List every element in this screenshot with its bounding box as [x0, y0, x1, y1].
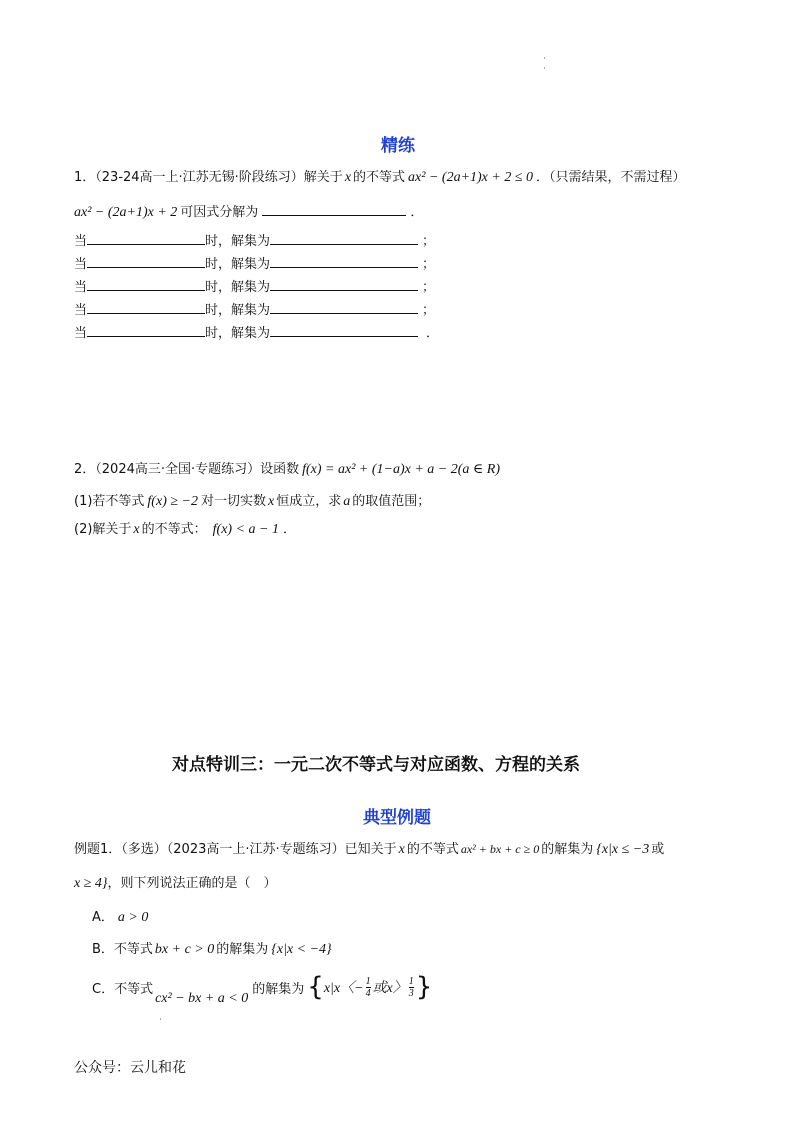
option-c-or: 或x〉 [372, 981, 407, 996]
footer-wechat: 公众号：云儿和花 [74, 1060, 186, 1076]
condition-blank[interactable] [87, 253, 205, 268]
solution-blank[interactable] [270, 322, 418, 337]
condition-blank[interactable] [87, 322, 205, 337]
q1-factor-period: ． [410, 205, 424, 220]
q1-factor-text: 可因式分解为 [180, 205, 259, 220]
q1-case-row [74, 299, 435, 318]
q2-intro: 2．（2024高三·全国·专题练习）设函数 [74, 462, 300, 477]
q1-factor-blank[interactable] [262, 201, 406, 216]
row-when-label: 当 [74, 326, 88, 341]
section-title-examples: 典型例题 [363, 808, 431, 828]
q2-p2-x: x [133, 522, 140, 537]
ex1-set-part2: x ≥ 4} [74, 876, 108, 891]
condition-blank[interactable] [87, 276, 205, 291]
row-when-label: 当 [74, 280, 88, 295]
q2-p2-end: ． [282, 522, 296, 537]
ex1-option-b[interactable] [92, 938, 332, 958]
frac2-num: 1 [408, 975, 414, 987]
ex1-mid: 的不等式 [406, 842, 459, 857]
ex1-option-a[interactable] [92, 906, 148, 926]
q2-p1-mid: 对一切实数 [200, 494, 266, 509]
frac1-den: 4 [365, 987, 371, 999]
condition-blank[interactable] [87, 230, 205, 245]
left-brace: { [307, 972, 324, 1002]
row-solution-label: 时，解集为 [205, 326, 271, 341]
q1-factor-expr: ax² − (2a+1)x + 2 [74, 205, 178, 220]
ex1-option-c[interactable] [92, 972, 433, 1006]
q1-case-row [74, 230, 435, 249]
row-solution-label: 时，解集为 [205, 280, 271, 295]
ex1-mid2: 的解集为 [541, 842, 594, 857]
ex1-intro: 例题1．（多选）（2023高一上·江苏·专题练习）已知关于 [74, 842, 397, 857]
ex1-set-part1: {x|x ≤ −3 [596, 842, 650, 857]
solution-blank[interactable] [270, 276, 418, 291]
row-when-label: 当 [74, 303, 88, 318]
row-solution-label: 时，解集为 [205, 234, 271, 249]
row-solution-label: 时，解集为 [205, 257, 271, 272]
option-c-inequality: cx² − bx + a < 0 [155, 991, 249, 1006]
q1-stem [74, 166, 686, 186]
option-a-text: a > 0 [117, 910, 149, 925]
q1-case-row [74, 276, 435, 295]
ex1-or: 或 [651, 842, 665, 857]
row-punct: ； [422, 257, 436, 272]
condition-blank[interactable] [87, 299, 205, 314]
row-when-label: 当 [74, 234, 88, 249]
q2-p2-mid: 的不等式： [141, 522, 207, 537]
q2-p1-mid2: 恒成立，求 [276, 494, 342, 509]
q2-part1 [74, 490, 430, 510]
right-brace: } [415, 972, 433, 1002]
option-b-set: {x|x < −4} [271, 942, 332, 957]
q1-intro: 1．（23-24高一上·江苏无锡·阶段练习）解关于 [74, 170, 343, 185]
q2-p1-a: a [343, 494, 351, 509]
ex1-tail: ，则下列说法正确的是（ ） [107, 876, 277, 891]
corner-marks: ˙ ˙ [542, 57, 547, 78]
q2-p1-start: (1)若不等式 [74, 494, 145, 509]
option-b-inequality: bx + c > 0 [154, 942, 215, 957]
row-punct: ； [422, 234, 436, 249]
ex1-inequality: ax² + bx + c ≥ 0 [460, 842, 540, 856]
solution-blank[interactable] [270, 299, 418, 314]
option-a-label: A． [92, 910, 114, 925]
option-b-label: B．不等式 [92, 942, 153, 957]
q2-p2-inequality: f(x) < a − 1 [212, 522, 279, 537]
q2-p1-x: x [268, 494, 275, 509]
ex1-stem-cont [74, 872, 277, 892]
row-punct: ． [426, 326, 440, 341]
option-c-mid: 的解集为 [252, 981, 305, 997]
row-when-label: 当 [74, 257, 88, 272]
option-c-fraction-1 [366, 976, 371, 999]
option-c-fraction-2 [409, 976, 414, 999]
q1-mid: 的不等式 [353, 170, 406, 185]
frac2-den: 3 [408, 987, 414, 999]
q2-function: f(x) = ax² + (1−a)x + a − 2(a ∈ R) [302, 462, 500, 477]
section-title-training: 对点特训三：一元二次不等式与对应函数、方程的关系 [172, 755, 580, 775]
q2-p1-inequality: f(x) ≥ −2 [147, 494, 198, 509]
option-b-mid: 的解集为 [216, 942, 269, 957]
option-c-set [307, 972, 432, 1002]
frac1-num: 1 [365, 975, 371, 987]
row-solution-label: 时，解集为 [205, 303, 271, 318]
q2-stem [74, 458, 500, 478]
q1-factor-line [74, 201, 423, 221]
q2-p2-start: (2)解关于 [74, 522, 132, 537]
q1-tail: ．（只需结果，不需过程） [536, 170, 686, 185]
solution-blank[interactable] [270, 230, 418, 245]
q1-case-row [74, 322, 439, 341]
small-dot: ˙ [158, 1018, 163, 1029]
option-c-label: C．不等式 [92, 981, 154, 997]
solution-blank[interactable] [270, 253, 418, 268]
q1-inequality: ax² − (2a+1)x + 2 ≤ 0 [408, 170, 534, 185]
ex1-var-x: x [398, 842, 405, 857]
q2-p1-end: 的取值范围； [352, 494, 431, 509]
ex1-stem [74, 838, 664, 858]
option-c-set-start: x|x〈− [323, 981, 364, 996]
row-punct: ； [422, 280, 436, 295]
q1-case-row [74, 253, 435, 272]
q2-part2 [74, 518, 296, 538]
section-title-practice: 精练 [381, 136, 415, 156]
row-punct: ； [422, 303, 436, 318]
q1-var-x: x [344, 170, 352, 185]
